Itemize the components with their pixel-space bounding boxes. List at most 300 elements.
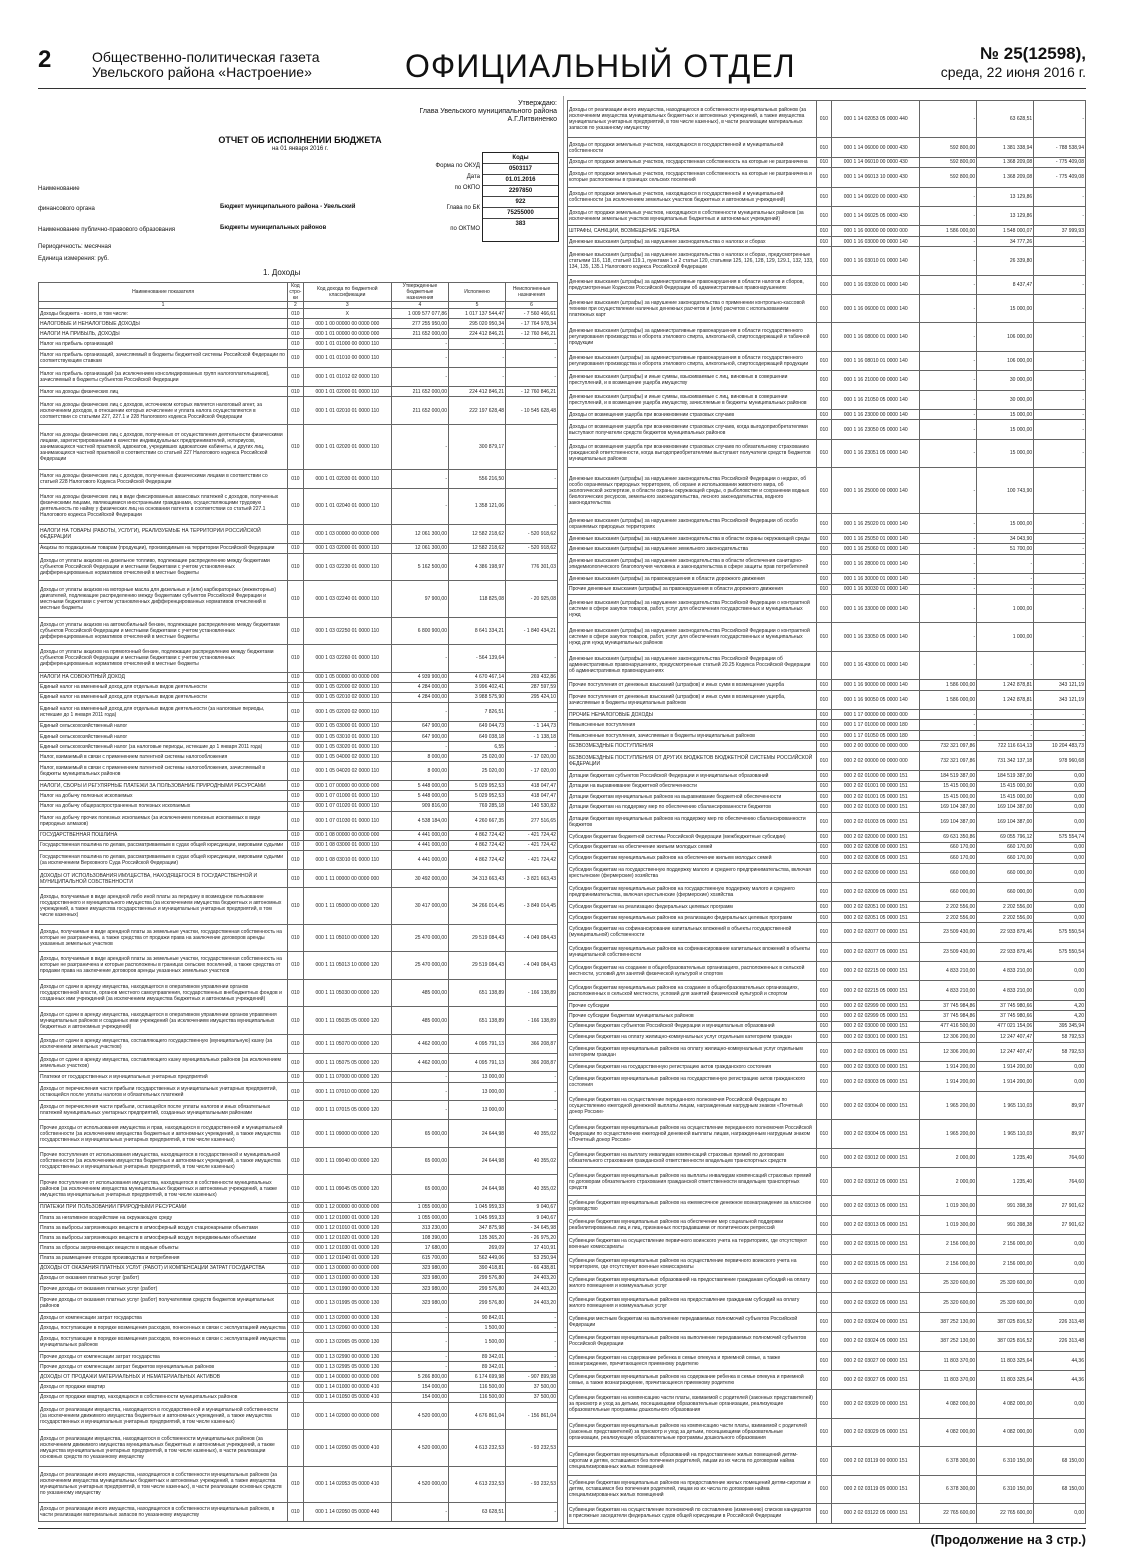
row-bk-code: 000 1 11 09000 00 0000 120 — [303, 1120, 391, 1148]
row-line-code: 010 — [816, 236, 832, 246]
row-executed: - — [977, 584, 1034, 594]
row-line-code: 010 — [816, 741, 832, 751]
table-row — [39, 1213, 558, 1223]
table-row — [39, 752, 558, 762]
row-executed: 24 644,98 — [448, 1147, 505, 1175]
row-line-code: 010 — [288, 1223, 304, 1233]
publication-line-2: Увельского района «Настроение» — [92, 64, 312, 80]
row-line-code: 010 — [816, 157, 832, 167]
table-row — [568, 1148, 1086, 1167]
row-bk-code: 000 1 03 02230 01 0000 110 — [303, 553, 391, 581]
table-row — [568, 101, 1086, 138]
row-name: Денежные взыскания (штрафы) за нарушение законодательства Российской Федерации о контрактной системе в сфере закупок товаров, работ, услуг для обеспечения государственных и муниципальных нужд — [568, 595, 817, 623]
col-number: 4 — [391, 302, 448, 309]
row-line-code: 010 — [816, 791, 832, 801]
row-bk-code: 000 1 17 01000 00 0000 180 — [832, 720, 920, 730]
row-line-code: 010 — [816, 226, 832, 236]
row-executed: 1 235,40 — [977, 1148, 1034, 1167]
row-name: Субвенции бюджетам муниципальных районов на ежемесячное денежное вознаграждение за классное руководство — [568, 1196, 817, 1215]
row-unexecuted: 0,00 — [1034, 1254, 1086, 1273]
row-executed: 4 862 724,42 — [448, 850, 505, 869]
row-approved: 4 441 000,00 — [391, 840, 448, 850]
row-line-code: 010 — [288, 830, 304, 840]
row-approved: 732 321 097,86 — [920, 741, 977, 751]
row-unexecuted: 0,00 — [1034, 842, 1086, 852]
table-row — [39, 811, 558, 830]
row-line-code: 010 — [816, 680, 832, 690]
glava-bk-label: Глава по БК — [446, 205, 480, 211]
row-line-code: 010 — [288, 553, 304, 581]
row-approved: - — [391, 1323, 448, 1333]
row-name: Государственная пошлина по делам, рассматриваемым в судах общей юрисдикции, мировыми судьями — [39, 840, 288, 850]
row-approved: 277 255 950,00 — [391, 319, 448, 329]
row-approved: - — [391, 645, 448, 673]
col-header-code: Код дохода по бюджетной классификации — [303, 283, 391, 302]
row-line-code: 010 — [288, 1253, 304, 1263]
row-bk-code: 000 2 02 03001 00 0000 151 — [832, 1032, 920, 1042]
row-line-code: 010 — [816, 781, 832, 791]
table-row — [39, 469, 558, 488]
table-row — [568, 1168, 1086, 1196]
row-executed: 29 519 084,43 — [448, 924, 505, 952]
row-bk-code: 000 2 02 02077 00 0000 151 — [832, 923, 920, 942]
row-line-code: 010 — [288, 581, 304, 617]
row-executed: 4 862 724,42 — [448, 830, 505, 840]
row-approved: - — [920, 295, 977, 323]
row-approved: - — [920, 574, 977, 584]
row-executed: 477 021 154,06 — [977, 1021, 1034, 1031]
row-bk-code: 000 1 14 06010 00 0000 430 — [832, 157, 920, 167]
row-name: Субсидии бюджетам на реализацию федеральных целевых программ — [568, 902, 817, 912]
row-approved: 1 914 200,00 — [920, 1062, 977, 1072]
code-date: 01.01.2016 — [483, 175, 558, 186]
row-name: Налог на добычу прочих полезных ископаемых (за исключением полезных ископаемых в виде природных алмазов) — [39, 811, 288, 830]
row-unexecuted: 89,97 — [1034, 1091, 1086, 1119]
row-bk-code: 000 2 02 03003 00 0000 151 — [832, 1062, 920, 1072]
row-executed: 2 202 556,00 — [977, 902, 1034, 912]
table-row — [568, 1332, 1086, 1351]
row-unexecuted: - 3 849 014,45 — [506, 888, 558, 924]
row-line-code: 010 — [288, 742, 304, 752]
row-executed: 34 266 014,45 — [448, 888, 505, 924]
row-executed: 1 368 209,08 — [977, 157, 1034, 167]
table-row — [568, 236, 1086, 246]
row-line-code: 010 — [816, 1332, 832, 1351]
row-executed: 660 000,00 — [977, 882, 1034, 901]
row-line-code: 010 — [816, 1196, 832, 1215]
row-executed: 4 082 000,00 — [977, 1418, 1034, 1446]
table-row — [568, 902, 1086, 912]
row-approved: 5 162 500,00 — [391, 553, 448, 581]
table-row — [39, 1233, 558, 1243]
row-executed: 1 017 137 544,47 — [448, 309, 505, 319]
row-name: Субвенции бюджетам на оплату жилищно-коммунальных услуг отдельным категориям граждан — [568, 1032, 817, 1042]
row-name: Единый сельскохозяйственный налог — [39, 721, 288, 731]
row-executed: 224 412 846,21 — [448, 329, 505, 339]
row-unexecuted: 40 355,02 — [506, 1147, 558, 1175]
table-row — [39, 1352, 558, 1362]
row-executed: 660 170,00 — [977, 842, 1034, 852]
row-executed: 69 055 796,12 — [977, 832, 1034, 842]
row-approved: 12 306 200,00 — [920, 1032, 977, 1042]
row-approved: 25 470 000,00 — [391, 924, 448, 952]
row-name: Доходы, получаемые в виде арендной платы за земельные участки, государственная собственность на которые не разграничена и которые расположены в границах сельских поселений, а также средства от продажи права на заключение договоров аренды указанных земельных участков — [39, 952, 288, 980]
row-name: Налог на прибыль организаций (за исключением консолидированных групп налогоплательщиков), зачисляемый в бюджеты субъектов Российской Федерации — [39, 368, 288, 387]
row-line-code: 010 — [816, 1072, 832, 1091]
row-approved: - — [920, 351, 977, 370]
row-unexecuted: 287 597,59 — [506, 682, 558, 692]
row-unexecuted: 27 901,62 — [1034, 1196, 1086, 1215]
row-name: Прочие доходы от оказания платных услуг (работ) получателями средств бюджетов муниципальных районов — [39, 1294, 288, 1313]
table-row — [568, 842, 1086, 852]
table-row — [568, 409, 1086, 419]
table-row — [568, 351, 1086, 370]
table-row — [39, 888, 558, 924]
row-line-code: 010 — [816, 802, 832, 812]
row-line-code: 010 — [816, 595, 832, 623]
row-approved: - — [391, 1072, 448, 1082]
row-bk-code: 000 1 16 23051 05 0000 140 — [832, 439, 920, 467]
table-row — [39, 488, 558, 524]
row-executed: 15 000,00 — [977, 295, 1034, 323]
row-unexecuted: - — [1034, 371, 1086, 390]
row-line-code: 010 — [816, 771, 832, 781]
row-name: Доходы от компенсации затрат государства — [39, 1312, 288, 1322]
row-name: Денежные взыскания (штрафы) за нарушение законодательства о налогах и сборах — [568, 236, 817, 246]
row-line-code: 010 — [288, 1007, 304, 1035]
row-executed: 15 000,00 — [977, 439, 1034, 467]
table-row — [568, 1475, 1086, 1503]
row-line-code: 010 — [816, 187, 832, 206]
row-executed: 1 045 959,33 — [448, 1202, 505, 1212]
row-name: Прочие поступления от использования имущества, находящегося в собственности муниципальных районов (за исключением имущества муниципальных бюджетных и автономных учреждений, а также имущества муниципальных унитарных предприятий, в том числе казенных) — [39, 1175, 288, 1203]
col-number: 6 — [506, 302, 558, 309]
row-line-code: 010 — [288, 349, 304, 368]
table-row — [568, 1447, 1086, 1475]
row-approved: 15 415 000,00 — [920, 781, 977, 791]
row-name: Денежные взыскания (штрафы) за нарушение законодательства в области обеспечения санитарно-эпидемиологического благополучия человека и законодательства в сфере защиты прав потребителей — [568, 554, 817, 573]
row-unexecuted: 9 040,67 — [506, 1213, 558, 1223]
row-line-code: 010 — [816, 751, 832, 770]
row-executed: 12 247 407,47 — [977, 1032, 1034, 1042]
row-unexecuted: - — [506, 645, 558, 673]
row-name: Прочие поступления от денежных взысканий (штрафов) и иных сумм в возмещение ущерба — [568, 680, 817, 690]
row-executed: 169 104 387,00 — [977, 812, 1034, 831]
row-line-code: 010 — [816, 1293, 832, 1312]
footer-rule — [38, 1528, 1086, 1529]
row-approved: 1 965 200,00 — [920, 1091, 977, 1119]
row-executed: 26 339,80 — [977, 247, 1034, 275]
row-name: Дотации бюджетам муниципальных районов на поддержку мер по обеспечению сбалансированности бюджетов — [568, 812, 817, 831]
row-name: Прочие субсидии — [568, 1000, 817, 1010]
row-line-code: 010 — [816, 1215, 832, 1234]
fin-organ-label: финансового органа — [38, 206, 95, 212]
row-line-code: 010 — [288, 1175, 304, 1203]
row-approved: 65 000,00 — [391, 1147, 448, 1175]
row-bk-code: 000 2 02 02077 05 0000 151 — [832, 942, 920, 961]
row-line-code: 010 — [288, 1243, 304, 1253]
row-bk-code: 000 1 13 02990 00 0000 130 — [303, 1352, 391, 1362]
row-bk-code: 000 1 14 06013 10 0000 430 — [832, 168, 920, 187]
row-approved: - — [920, 730, 977, 740]
row-executed: 4 862 724,42 — [448, 840, 505, 850]
row-unexecuted: - 34 645,98 — [506, 1223, 558, 1233]
row-name: Субвенции бюджетам на осуществление первичного воинского учета на территориях, где отсутствуют военные комиссариаты — [568, 1235, 817, 1254]
row-approved: 25 320 600,00 — [920, 1293, 977, 1312]
row-name: ШТРАФЫ, САНКЦИИ, ВОЗМЕЩЕНИЕ УЩЕРБА — [568, 226, 817, 236]
row-line-code: 010 — [288, 1323, 304, 1333]
row-approved: 30 417 000,00 — [391, 888, 448, 924]
row-bk-code: 000 1 11 05035 05 0000 120 — [303, 1007, 391, 1035]
row-bk-code: 000 2 02 03027 00 0000 151 — [832, 1351, 920, 1370]
row-line-code: 010 — [288, 924, 304, 952]
row-approved: 1 965 200,00 — [920, 1120, 977, 1148]
table-row — [568, 1351, 1086, 1370]
row-approved: 660 170,00 — [920, 853, 977, 863]
table-row — [39, 830, 558, 840]
row-executed: 2 156 000,00 — [977, 1235, 1034, 1254]
row-name: Налог на доходы физических лиц с доходов, полученных от осуществления деятельности физическими лицами, зарегистрированными в качестве индивидуальных предпринимателей, нотариусов, занимающихся частной практикой, адвокатов, учредивших адвокатские кабинеты, и других лиц, занимающихся частной практикой в соответствии со статьей 227 Налогового кодекса Российской Федерации — [39, 424, 288, 469]
row-unexecuted: 0,00 — [1034, 912, 1086, 922]
row-line-code: 010 — [816, 709, 832, 719]
row-executed: 660 000,00 — [977, 863, 1034, 882]
table-row — [568, 1072, 1086, 1091]
column-divider — [563, 96, 564, 1528]
table-row — [39, 543, 558, 553]
row-name: Денежные взыскания (штрафы) за нарушение законодательства Российской Федерации о контрактной системе в сфере закупок товаров, работ, услуг для обеспечения государственных и муниципальных нужд для нужд муниципальных районов — [568, 623, 817, 651]
row-approved: 5 448 000,00 — [391, 781, 448, 791]
table-row — [568, 730, 1086, 740]
table-row — [568, 1371, 1086, 1390]
row-unexecuted: 0,00 — [1034, 812, 1086, 831]
row-bk-code: 000 1 16 03000 00 0000 140 — [832, 236, 920, 246]
row-bk-code: 000 2 02 03029 05 0000 151 — [832, 1418, 920, 1446]
row-bk-code: 000 1 13 02995 05 0000 130 — [303, 1362, 391, 1372]
row-executed: 299 576,80 — [448, 1283, 505, 1293]
row-unexecuted: 17 410,91 — [506, 1243, 558, 1253]
row-executed: - — [977, 720, 1034, 730]
row-line-code: 010 — [288, 1392, 304, 1402]
table-row — [39, 1243, 558, 1253]
row-line-code: 010 — [816, 514, 832, 533]
row-name: Дотации на выравнивание бюджетной обеспеченности — [568, 781, 817, 791]
table-row — [568, 680, 1086, 690]
row-executed: 13 129,86 — [977, 206, 1034, 225]
row-line-code: 010 — [288, 850, 304, 869]
row-executed: 63 628,51 — [977, 101, 1034, 138]
row-name: Субсидии бюджетам на создание в общеобразовательных организациях, расположенных в сельской местности, условий для занятий физической культурой и спортом — [568, 962, 817, 981]
row-approved: - — [920, 420, 977, 439]
row-approved: 6 378 300,00 — [920, 1475, 977, 1503]
row-bk-code: 000 1 13 02065 05 0000 130 — [303, 1333, 391, 1352]
row-approved: 2 000,00 — [920, 1168, 977, 1196]
row-approved: 25 470 000,00 — [391, 952, 448, 980]
table-row — [568, 574, 1086, 584]
publication-line-1: Общественно-политическая газета — [92, 49, 320, 65]
row-name: НАЛОГИ, СБОРЫ И РЕГУЛЯРНЫЕ ПЛАТЕЖИ ЗА ПОЛЬЗОВАНИЕ ПРИРОДНЫМИ РЕСУРСАМИ — [39, 781, 288, 791]
table-row — [568, 595, 1086, 623]
row-approved: 2 202 556,00 — [920, 902, 977, 912]
row-bk-code: 000 2 02 03015 05 0000 151 — [832, 1254, 920, 1273]
row-approved: 1 055 000,00 — [391, 1202, 448, 1212]
row-approved: 6 800 900,00 — [391, 617, 448, 645]
row-executed: 4 676 861,04 — [448, 1402, 505, 1430]
row-unexecuted: 89,97 — [1034, 1120, 1086, 1148]
row-unexecuted: 4,20 — [1034, 1011, 1086, 1021]
row-unexecuted: 0,00 — [1034, 1273, 1086, 1292]
row-executed: 222 197 628,48 — [448, 397, 505, 425]
row-bk-code: 000 2 02 02215 00 0000 151 — [832, 962, 920, 981]
row-name: Денежные взыскания (штрафы) за нарушение законодательства Российской Федерации о недрах, об особо охраняемых природных территориях, об охране и использовании животного мира, об экологической экспертизе, в области охраны окружающей среды, о рыболовстве и сохранении водных биологических ресурсов, земельного законодательства, лесного законодательства, водного законодательства — [568, 468, 817, 514]
row-line-code: 010 — [288, 1502, 304, 1521]
row-approved: - — [920, 533, 977, 543]
row-bk-code: 000 1 14 01000 00 0000 410 — [303, 1382, 391, 1392]
row-executed: 118 825,08 — [448, 581, 505, 617]
row-executed: 1 500,00 — [448, 1323, 505, 1333]
row-line-code: 010 — [816, 1503, 832, 1523]
row-unexecuted: - 4 049 084,43 — [506, 924, 558, 952]
row-unexecuted: 0,00 — [1034, 1072, 1086, 1091]
row-bk-code: 000 1 14 01050 05 0000 410 — [303, 1392, 391, 1402]
table-row — [39, 869, 558, 888]
row-bk-code: 000 1 01 02000 01 0000 110 — [303, 387, 391, 397]
col-number: 1 — [39, 302, 288, 309]
row-approved: 615 700,00 — [391, 1253, 448, 1263]
row-approved: - — [391, 1082, 448, 1101]
row-unexecuted: 277 516,65 — [506, 811, 558, 830]
row-executed: 15 000,00 — [977, 409, 1034, 419]
table-row — [39, 1273, 558, 1283]
row-name: Доходы от уплаты акцизов на моторные масла для дизельных и (или) карбюраторных (инжекторных) двигателей, подлежащие распределению между бюджетами субъектов Российской Федерации и местными бюджетами с учетом установленных дифференцированных нормативов отчислений в местные бюджеты — [39, 581, 288, 617]
row-approved: 592 800,00 — [920, 168, 977, 187]
row-unexecuted: - 1 144,73 — [506, 721, 558, 731]
row-bk-code: 000 1 01 01010 00 0000 110 — [303, 349, 391, 368]
row-bk-code: 000 1 11 09045 05 0000 120 — [303, 1175, 391, 1203]
table-row — [568, 275, 1086, 294]
row-line-code: 010 — [816, 584, 832, 594]
row-bk-code: 000 2 02 03001 05 0000 151 — [832, 1042, 920, 1061]
row-approved: - — [920, 275, 977, 294]
row-approved: 1 914 200,00 — [920, 1072, 977, 1091]
row-line-code: 010 — [288, 1082, 304, 1101]
table-row — [568, 912, 1086, 922]
row-line-code: 010 — [288, 1333, 304, 1352]
table-row — [39, 1333, 558, 1352]
table-row — [39, 1101, 558, 1120]
row-bk-code: 000 1 03 02260 01 0000 110 — [303, 645, 391, 673]
row-unexecuted: 37 500,00 — [506, 1392, 558, 1402]
table-row — [39, 645, 558, 673]
row-line-code: 010 — [816, 923, 832, 942]
row-unexecuted: 575 550,54 — [1034, 923, 1086, 942]
row-approved: 8 000,00 — [391, 752, 448, 762]
row-unexecuted: 53 250,94 — [506, 1253, 558, 1263]
row-approved: 37 745 984,86 — [920, 1011, 977, 1021]
row-name: Прочие поступления от использования имущества, находящегося в государственной и муниципальной собственности (за исключением имущества бюджетных и автономных учреждений, а также имущества государственных и муниципальных унитарных предприятий, в том числе казенных) — [39, 1147, 288, 1175]
row-executed: 37 745 980,66 — [977, 1011, 1034, 1021]
table-row — [568, 1032, 1086, 1042]
row-approved: 65 000,00 — [391, 1175, 448, 1203]
col-header-name: Наименование показателя — [39, 283, 288, 302]
row-bk-code: 000 1 12 01020 01 0000 120 — [303, 1233, 391, 1243]
row-line-code: 010 — [816, 912, 832, 922]
row-unexecuted: 10 204 483,73 — [1034, 741, 1086, 751]
row-name: Налог, взимаемый в связи с применением патентной системы налогообложения, зачисляемый в бюджеты муниципальных районов — [39, 762, 288, 781]
row-bk-code: 000 1 13 02000 00 0000 130 — [303, 1312, 391, 1322]
table-row — [39, 1283, 558, 1293]
row-executed: 1 242 878,81 — [977, 690, 1034, 709]
row-bk-code: 000 2 02 02009 00 0000 151 — [832, 863, 920, 882]
codes-header: Коды — [483, 153, 558, 164]
row-executed: 1 548 000,07 — [977, 226, 1034, 236]
row-unexecuted: 0,00 — [1034, 1062, 1086, 1072]
row-executed: 4 833 210,00 — [977, 981, 1034, 1000]
row-name: Доходы от возмещения ущерба при возникновении страховых случаев по обязательному страхованию гражданской ответственности, когда выгодоприобретателями выступают получатели средств бюджетов муниципальных районов — [568, 439, 817, 467]
row-executed: 1 500,00 — [448, 1333, 505, 1352]
row-approved: - — [920, 187, 977, 206]
section-title: 1. Доходы — [263, 268, 301, 277]
row-line-code: 010 — [288, 1202, 304, 1212]
table-row — [39, 1223, 558, 1233]
row-unexecuted: 764,60 — [1034, 1148, 1086, 1167]
row-unexecuted: - — [1034, 651, 1086, 679]
row-approved: - — [920, 236, 977, 246]
row-executed: 1 045 959,33 — [448, 1213, 505, 1223]
report-subtitle: на 01 января 2016 г. — [271, 146, 328, 152]
row-approved: - — [391, 1502, 448, 1521]
row-executed: 1 242 878,81 — [977, 680, 1034, 690]
row-name: Субвенции бюджетам субъектов Российской Федерации и муниципальных образований — [568, 1021, 817, 1031]
row-name: Доходы от возмещения ущерба при возникновении страховых случаев — [568, 409, 817, 419]
table-row — [568, 544, 1086, 554]
row-line-code: 010 — [816, 1091, 832, 1119]
row-bk-code: 000 1 14 06025 05 0000 430 — [832, 206, 920, 225]
row-name: Денежные взыскания (штрафы) за административные правонарушения в области государственного регулирования производства и оборота этилового спирта, алкогольной, спиртосодержащей продукции — [568, 351, 817, 370]
row-name: Прочие доходы от компенсации затрат государства — [39, 1352, 288, 1362]
row-name: Единый налог на вмененный доход для отдельных видов деятельности (за налоговые периоды, истекшие до 1 января 2011 года) — [39, 703, 288, 722]
row-name: Дотации бюджетам на поддержку мер по обеспечению сбалансированности бюджетов — [568, 802, 817, 812]
row-name: Субсидии бюджетам муниципальных районов на обеспечение жильем молодых семей — [568, 853, 817, 863]
row-line-code: 010 — [816, 247, 832, 275]
row-unexecuted: - — [506, 469, 558, 488]
row-unexecuted: - — [506, 1502, 558, 1521]
row-bk-code: 000 1 05 03020 01 0000 110 — [303, 742, 391, 752]
row-bk-code: 000 2 02 02009 05 0000 151 — [832, 882, 920, 901]
row-bk-code: 000 1 11 05000 00 0000 120 — [303, 888, 391, 924]
row-name: НАЛОГИ НА ТОВАРЫ (РАБОТЫ, УСЛУГИ), РЕАЛИЗУЕМЫЕ НА ТЕРРИТОРИИ РОССИЙСКОЙ ФЕДЕРАЦИИ — [39, 524, 288, 543]
row-executed: 4 613 232,53 — [448, 1430, 505, 1466]
public-entity-value: Бюджеты муниципальных районов — [220, 225, 327, 231]
row-unexecuted: - 421 724,42 — [506, 840, 558, 850]
row-approved: - — [391, 424, 448, 469]
row-unexecuted: - 907 899,98 — [506, 1372, 558, 1382]
row-name: Доходы от сдачи в аренду имущества, составляющего государственную (муниципальную) казну (за исключением земельных участков) — [39, 1034, 288, 1053]
row-unexecuted: - — [1034, 544, 1086, 554]
row-line-code: 010 — [816, 651, 832, 679]
row-unexecuted: 575 550,54 — [1034, 942, 1086, 961]
row-approved: 4 284 000,00 — [391, 682, 448, 692]
row-unexecuted: - 421 724,42 — [506, 830, 558, 840]
row-unexecuted: 27 901,62 — [1034, 1215, 1086, 1234]
row-executed: 651 138,89 — [448, 979, 505, 1007]
row-executed: 1 914 200,00 — [977, 1062, 1034, 1072]
row-unexecuted: - 788 538,94 — [1034, 138, 1086, 157]
table-row — [39, 424, 558, 469]
row-name: Доходы от уплаты акцизов на дизельное топливо, подлежащие распределению между бюджетами субъектов Российской Федерации и местными бюджетами с учетом установленных дифференцированных нормативов отчислений в местные бюджеты — [39, 553, 288, 581]
row-unexecuted: - 775 409,08 — [1034, 157, 1086, 167]
row-name: Доходы от продажи земельных участков, государственная собственность на которые не разграничена и которые расположены в границах сельских поселений — [568, 168, 817, 187]
row-bk-code: 000 1 01 02030 01 0000 110 — [303, 469, 391, 488]
